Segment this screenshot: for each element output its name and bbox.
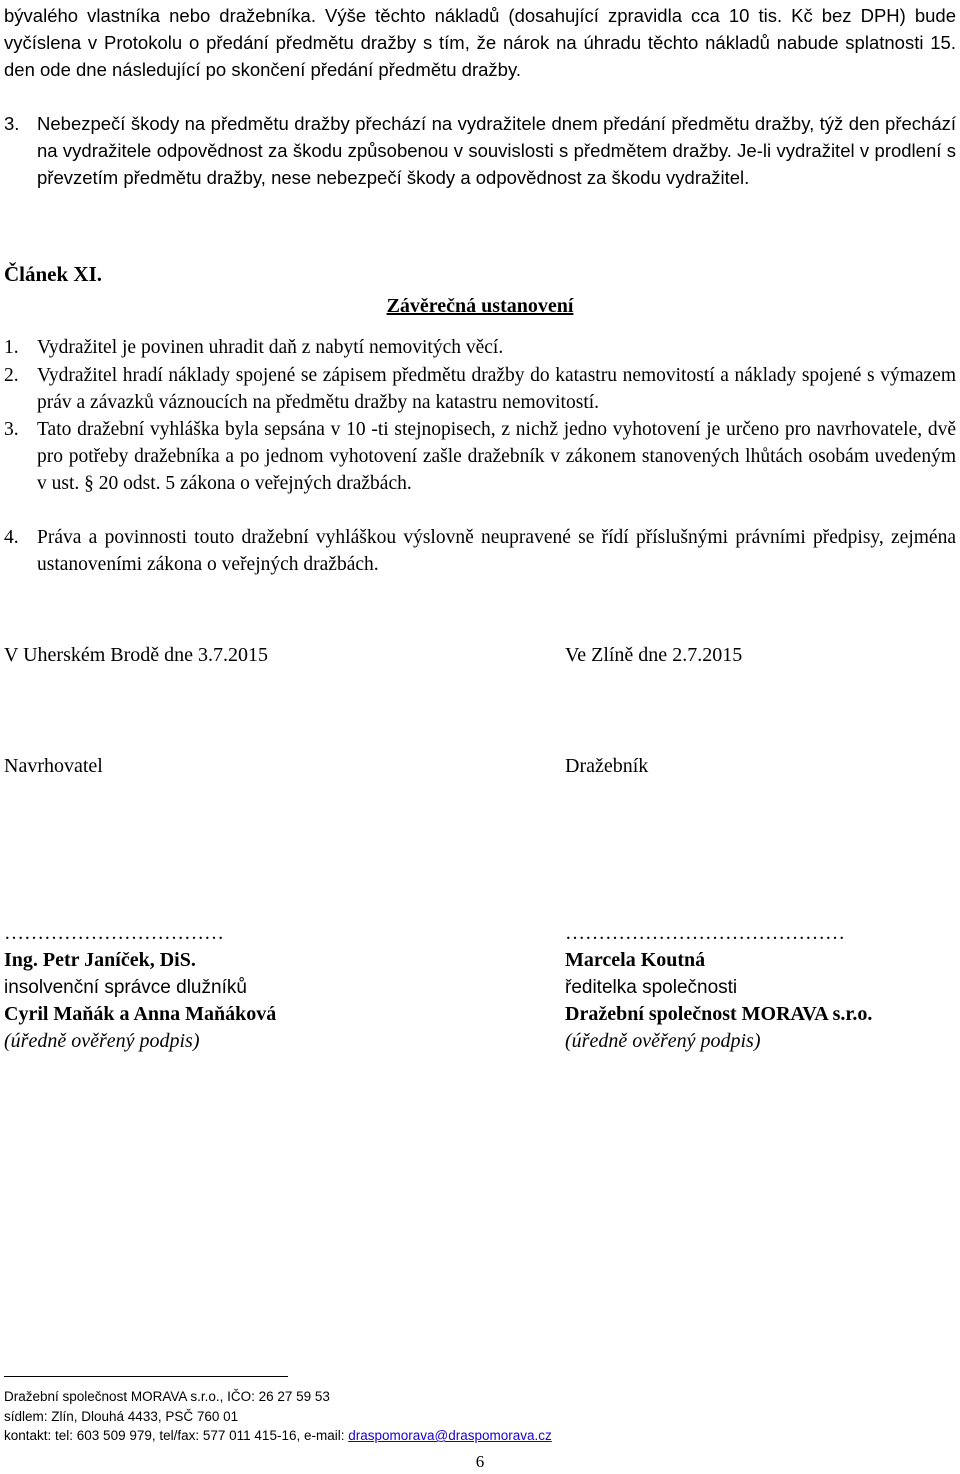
list-item-text: Práva a povinnosti touto dražební vyhláškou výslovně neupravené se řídí příslušnými právními předpisy, zejména ustanoveními zákona o veřejných dražbách. bbox=[37, 527, 956, 575]
final-item-4 bbox=[4, 524, 956, 578]
closing-paragraph-continuation: bývalého vlastníka nebo dražebníka. Výše těchto nákladů (dosahující zpravidla cca 10 tis. Kč bez DPH) bude vyčíslena v Protokolu o předání předmětu dražby s tím, že nárok na úhradu těchto nákladů nabude splatnosti 15. den ode dne následující po skončení předání předmětu dražby. bbox=[4, 5, 956, 80]
place-date-right: Ve Zlíně dne 2.7.2015 bbox=[565, 644, 743, 666]
final-item-1 bbox=[4, 334, 956, 361]
article-heading: Článek XI. bbox=[4, 262, 103, 286]
list-item-number: 3. bbox=[4, 113, 20, 134]
final-item-3 bbox=[4, 416, 956, 497]
footer-divider bbox=[4, 1376, 288, 1377]
list-item-number: 1. bbox=[4, 337, 19, 358]
footer-email-link[interactable]: draspomorava@draspomorava.cz bbox=[348, 1428, 552, 1443]
footer-address: sídlem: Zlín, Dlouhá 4433, PSČ 760 01 bbox=[4, 1409, 239, 1424]
footer-contact bbox=[4, 1428, 552, 1443]
signature-block-right bbox=[565, 920, 872, 1055]
footer-contact-text: kontakt: tel: 603 509 979, tel/fax: 577 011 415-16, e-mail: bbox=[4, 1428, 349, 1443]
role-right: Dražebník bbox=[565, 755, 649, 777]
list-item-3-risk bbox=[4, 110, 956, 191]
signature-dots: …………………………… bbox=[4, 922, 224, 944]
list-item-number: 3. bbox=[4, 419, 19, 440]
list-item-text: Nebezpečí škody na předmětu dražby přechází na vydražitele dnem předání předmětu dražby, týž den přechází na vydražitele odpovědnost za škodu způsobenou v souvislosti s předmětem dražby. Je-li vydražitel v prodlení s převzetím předmětu dražby, nese nebezpečí škody a odpovědnost za škodu vydražitel. bbox=[37, 113, 956, 188]
list-item-number: 4. bbox=[4, 527, 19, 548]
page-number: 6 bbox=[475, 1452, 485, 1471]
list-item-text: Vydražitel je povinen uhradit daň z nabytí nemovitých věcí. bbox=[37, 337, 504, 358]
signer-name: Ing. Petr Janíček, DiS. bbox=[4, 949, 196, 971]
footer-company: Dražební společnost MORAVA s.r.o., IČO: 26 27 59 53 bbox=[4, 1389, 330, 1404]
signature-note: (úředně ověřený podpis) bbox=[565, 1030, 761, 1052]
signer-role: ředitelka společnosti bbox=[565, 977, 738, 998]
signature-block-left bbox=[4, 920, 276, 1055]
role-left: Navrhovatel bbox=[4, 755, 103, 777]
list-item-text: Vydražitel hradí náklady spojené se zápisem předmětu dražby do katastru nemovitostí a náklady spojené s výmazem práv a závazků váznoucích na předmětu dražby na katastru nemovitostí. bbox=[37, 365, 956, 413]
final-item-2 bbox=[4, 362, 956, 416]
place-date-left: V Uherském Brodě dne 3.7.2015 bbox=[4, 644, 269, 666]
list-item-text: Tato dražební vyhláška byla sepsána v 10 -ti stejnopisech, z nichž jedno vyhotovení je určeno pro navrhovatele, dvě pro potřeby dražebníka a po jednom vyhotovení zašle dražebník v zákonem stanovených lhůtách osobám uvedeným v ust. § 20 odst. 5 zákona o veřejných dražbách. bbox=[37, 419, 956, 494]
signer-role: insolvenční správce dlužníků bbox=[4, 977, 247, 998]
signature-dots: …………………………………… bbox=[565, 922, 845, 944]
signer-party: Dražební společnost MORAVA s.r.o. bbox=[565, 1003, 873, 1025]
signature-note: (úředně ověřený podpis) bbox=[4, 1030, 200, 1052]
article-subheading: Závěrečná ustanovení bbox=[386, 295, 574, 317]
signer-name: Marcela Koutná bbox=[565, 949, 706, 971]
signer-party: Cyril Maňák a Anna Maňáková bbox=[4, 1003, 277, 1025]
list-item-number: 2. bbox=[4, 365, 19, 386]
